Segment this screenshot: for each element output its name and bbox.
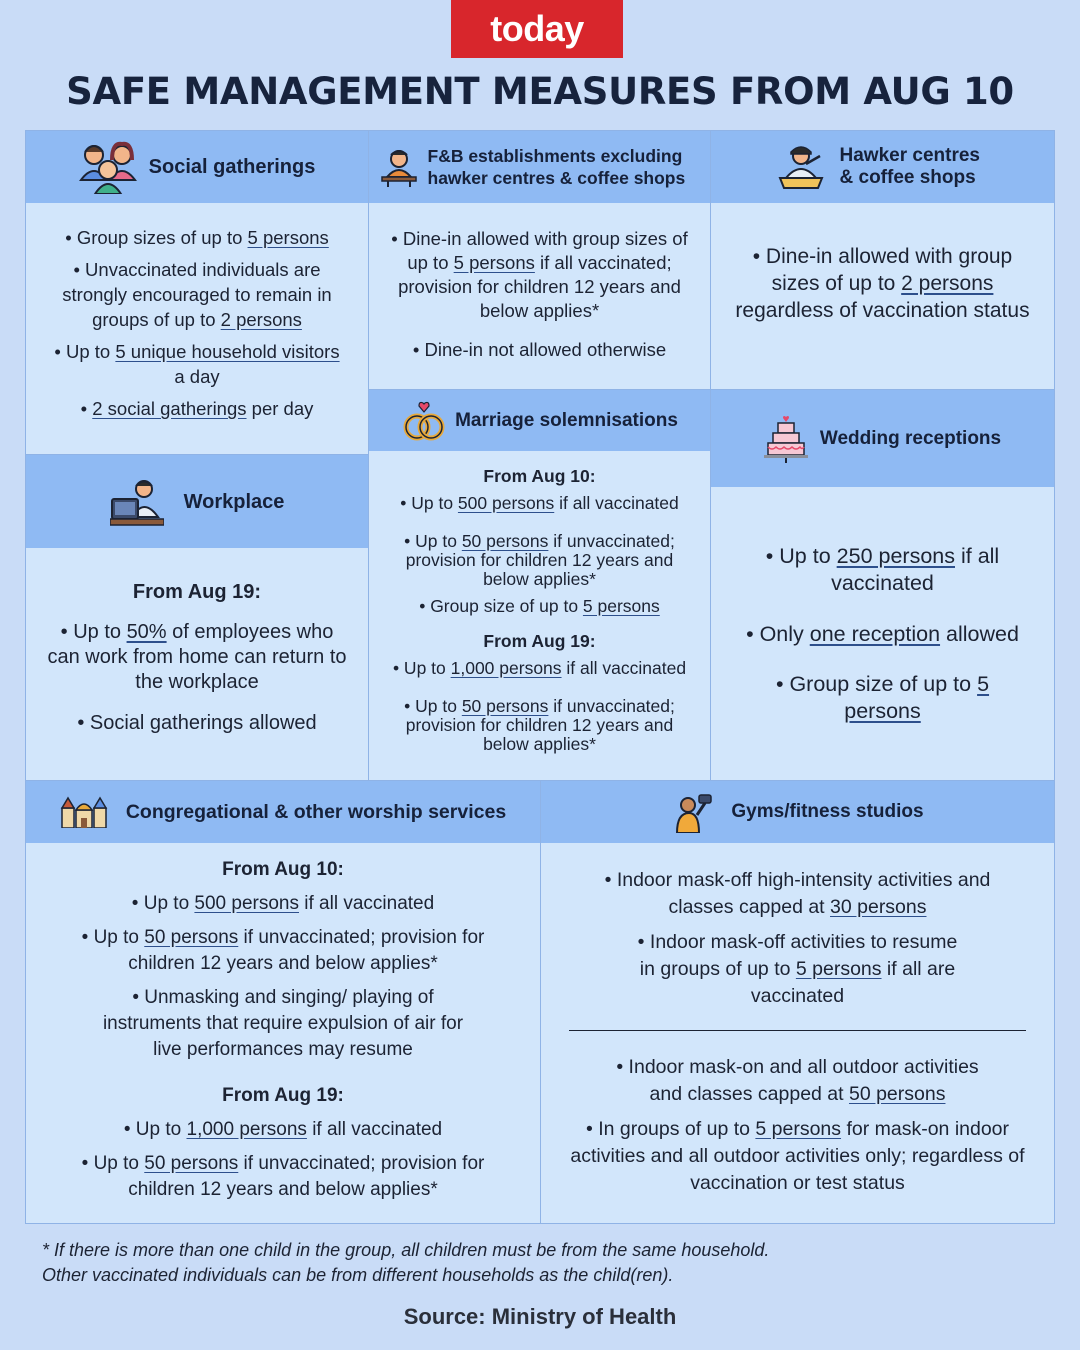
marriage-header — [369, 390, 710, 451]
hawker-header — [711, 131, 1054, 203]
workplace-body: From Aug 19: • Up to 50% of employees who can work from home can return to the workplace • Social gatherings allowed — [26, 548, 368, 779]
wedding-cake-icon — [764, 415, 808, 463]
weightlifter-icon — [671, 791, 713, 833]
hawker-icon — [776, 142, 826, 192]
grid-line — [368, 130, 369, 780]
footnote-line-1: * If there is more than one child in the group, all children must be from the same household. — [42, 1240, 770, 1260]
social-gatherings-body: • Group sizes of up to 5 persons • Unvaccinated individuals are strongly encouraged to remain in groups of up to 2 persons • Up to 5 unique household visitors a day • 2 social gatherings per day — [26, 203, 368, 454]
wedding-body: • Up to 250 persons if all vaccinated • Only one reception allowed • Group size of up to 5 persons — [711, 487, 1054, 779]
workplace-header — [26, 455, 368, 548]
hawker-body: • Dine-in allowed with group sizes of up to 2 persons regardless of vaccination status — [711, 203, 1054, 389]
place-of-worship-icon — [60, 796, 108, 828]
wedding-title: Wedding receptions — [819, 427, 1002, 449]
gym-title: Gyms/fitness studios — [731, 801, 924, 822]
worship-subheading-aug19: From Aug 19: — [222, 1085, 344, 1106]
footnote — [42, 1238, 942, 1288]
worship-title: Congregational & other worship services — [125, 801, 507, 823]
rings-icon — [401, 400, 447, 442]
grid-line — [540, 780, 541, 1224]
workplace-subheading: From Aug 19: — [132, 581, 262, 603]
fnb-header — [369, 131, 710, 203]
worship-header — [26, 781, 540, 843]
hawker-title: Hawker centres & coffee shops — [839, 145, 980, 188]
marriage-body: From Aug 10: • Up to 500 persons if all vaccinated • Up to 50 persons if unvaccinated; provision for children 12 years and below applies* • Group size of up to 5 persons From Aug 19: • Up to 1,000 persons if all vaccinated • Up to 50 persons if unvaccinated; provision for children 12 years and below applies* — [369, 451, 710, 779]
workplace-title: Workplace — [183, 490, 285, 513]
group-people-icon — [79, 140, 137, 194]
wedding-header — [711, 390, 1054, 487]
gym-divider — [569, 1030, 1026, 1031]
marriage-subheading-aug19: From Aug 19: — [483, 631, 596, 651]
fnb-title: F&B establishments excluding hawker centres & coffee shops — [427, 146, 686, 188]
worship-body: From Aug 10: • Up to 500 persons if all vaccinated • Up to 50 persons if unvaccinated; provision for children 12 years and below applies* • Unmasking and singing/ playing of instruments that require expulsion of air for live performances may resume From Aug 19: • Up to 1,000 persons if all vaccinated • Up to 50 persons if unvaccinated; provision for children 12 years and below applies* — [26, 843, 540, 1223]
worship-subheading-aug10: From Aug 10: — [222, 859, 344, 880]
grid-line — [25, 454, 369, 455]
page-title: SAFE MANAGEMENT MEASURES FROM AUG 10 — [66, 70, 1014, 113]
social-gatherings-title: Social gatherings — [148, 156, 316, 178]
gym-header — [541, 781, 1054, 843]
diner-icon — [380, 147, 418, 187]
footnote-line-2: Other vaccinated individuals can be from different households as the child(ren). — [42, 1265, 674, 1285]
source-credit: Source: Ministry of Health — [403, 1304, 677, 1329]
grid-line — [710, 130, 711, 780]
today-logo: today — [451, 0, 623, 58]
gym-body: • Indoor mask-off high-intensity activities and classes capped at 30 persons • Indoor mask-off activities to resume in groups of up to 5 persons if all are vaccinated • Indoor mask-on and all outdoor activities and classes capped at 50 persons • In groups of up to 5 persons for mask-on indoor activities and all outdoor activities only; regardless of vaccination or test status — [541, 843, 1054, 1223]
marriage-subheading-aug10: From Aug 10: — [483, 466, 596, 486]
grid-line — [369, 389, 1055, 390]
social-gatherings-header — [26, 131, 368, 203]
fnb-body: • Dine-in allowed with group sizes of up to 5 persons if all vaccinated; provision for children 12 years and below applies* • Dine-in not allowed otherwise — [369, 203, 710, 389]
marriage-title: Marriage solemnisations — [455, 409, 678, 431]
office-worker-icon — [110, 477, 164, 527]
